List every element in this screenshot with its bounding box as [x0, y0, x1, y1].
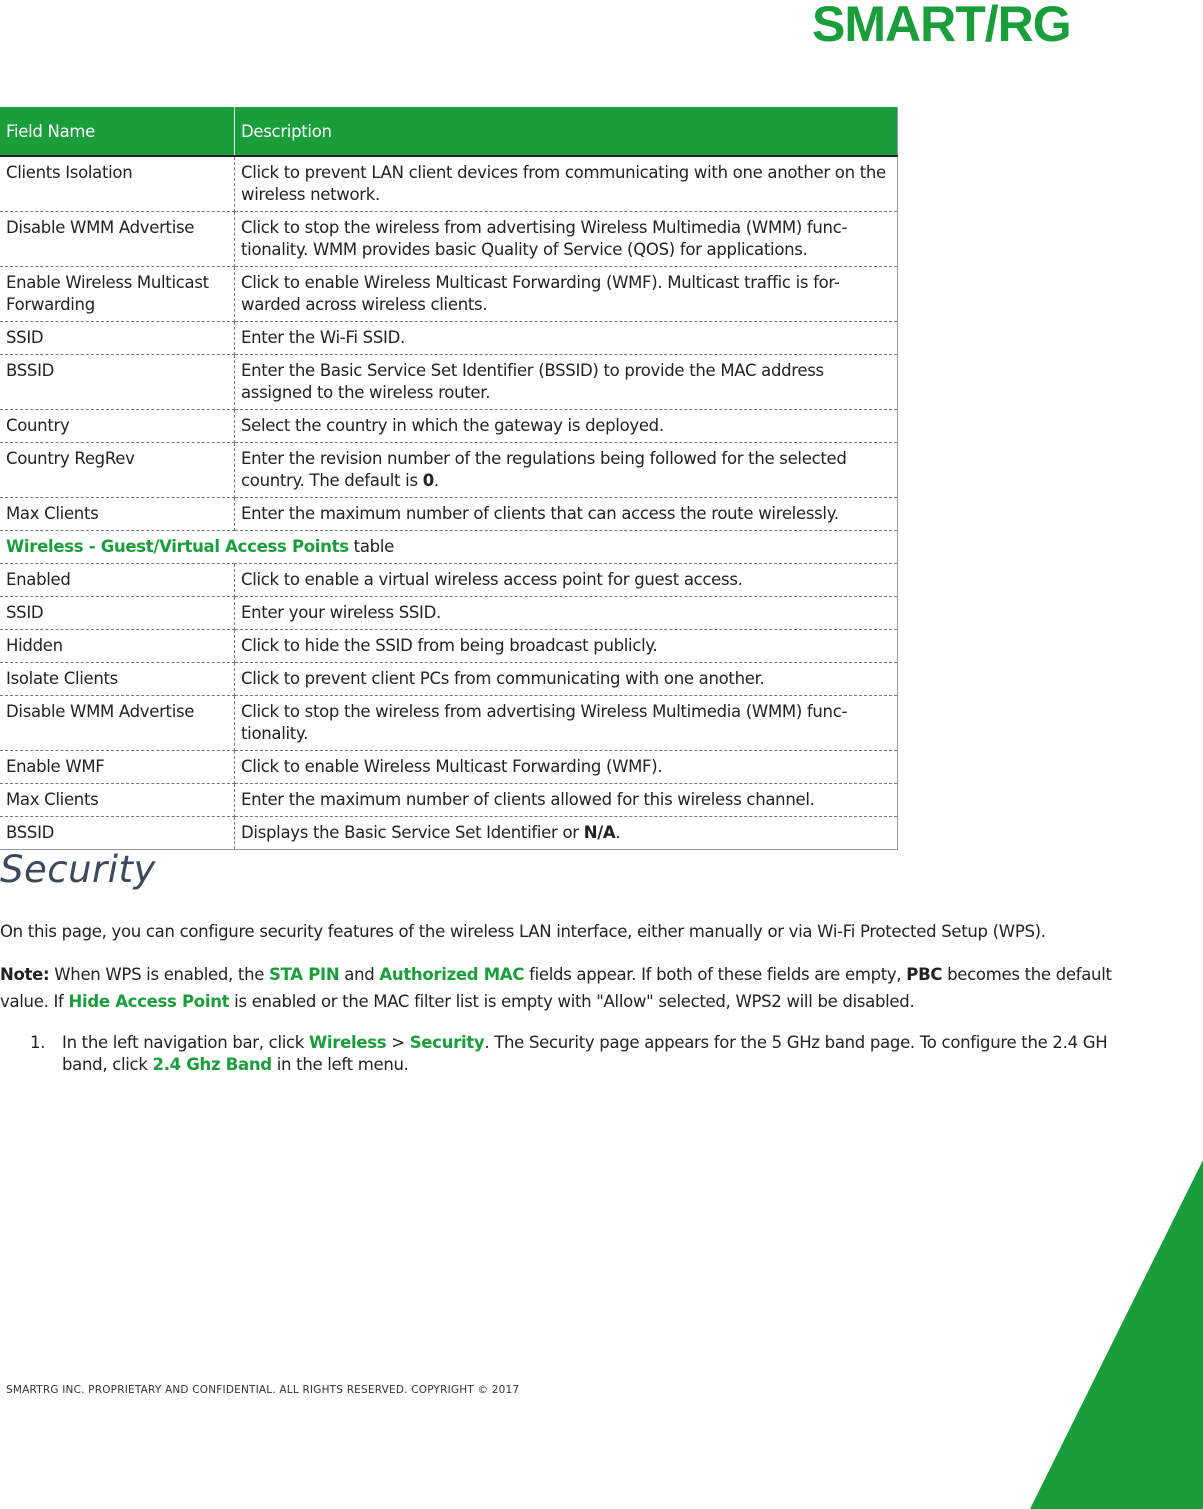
field-description: Click to enable Wireless Multicast Forwarding (WMF).: [235, 751, 898, 784]
field-name: Country RegRev: [0, 443, 235, 498]
authorized-mac-link[interactable]: Authorized MAC: [379, 965, 525, 984]
field-description: Enter the Wi-Fi SSID.: [235, 322, 898, 355]
field-description: [235, 443, 898, 498]
wireless-link[interactable]: Wireless: [309, 1033, 387, 1052]
hide-access-point-link[interactable]: Hide Access Point: [68, 992, 230, 1011]
table-row: [0, 355, 898, 410]
desc-text: .: [433, 471, 439, 490]
default-value: 0: [422, 471, 434, 490]
note-text: is enabled or the MAC filter list is empty with "Allow" selected, WPS2 will be disabled.: [229, 992, 915, 1011]
field-description: Click to stop the wireless from advertising Wireless Multimedia (WMM) func-tionality.: [235, 696, 898, 751]
header-field-name: Field Name: [0, 107, 235, 156]
table-row: [0, 817, 898, 850]
table-row: [0, 663, 898, 696]
section-title-security: Security: [0, 848, 156, 891]
field-name: SSID: [0, 597, 235, 630]
note-text: becomes the default value. If: [0, 965, 1112, 1011]
security-intro: On this page, you can configure security features of the wireless LAN interface, either manually or via Wi-Fi Protected Setup (WPS).: [0, 922, 1046, 941]
field-name: Enabled: [0, 564, 235, 597]
field-name: BSSID: [0, 817, 235, 850]
band-24ghz-link[interactable]: 2.4 Ghz Band: [152, 1055, 272, 1074]
desc-text: Displays the Basic Service Set Identifier or: [241, 823, 584, 842]
field-name: Clients Isolation: [0, 156, 235, 212]
table-row: [0, 267, 898, 322]
field-description: Enter the Basic Service Set Identifier (BSSID) to provide the MAC address assigned to the wireless router.: [235, 355, 898, 410]
corner-triangle-decoration: [1030, 1160, 1203, 1509]
field-name: Max Clients: [0, 784, 235, 817]
table-row: [0, 784, 898, 817]
table-row: [0, 597, 898, 630]
field-name: Max Clients: [0, 498, 235, 531]
field-description: Enter your wireless SSID.: [235, 597, 898, 630]
step-text: In the left navigation bar, click: [62, 1033, 309, 1052]
section-suffix: table: [348, 537, 394, 556]
security-link[interactable]: Security: [409, 1033, 485, 1052]
field-name: Disable WMM Advertise: [0, 696, 235, 751]
table-row: [0, 156, 898, 212]
field-name: Disable WMM Advertise: [0, 212, 235, 267]
field-description: Enter the maximum number of clients that can access the route wirelessly.: [235, 498, 898, 531]
field-description: Click to stop the wireless from advertising Wireless Multimedia (WMM) func-tionality. WMM provides basic Quality of Service (QOS) for applications.: [235, 212, 898, 267]
field-description: Click to prevent client PCs from communicating with one another.: [235, 663, 898, 696]
step-body: [62, 1032, 1130, 1076]
desc-text: .: [615, 823, 621, 842]
section-cell: [0, 531, 898, 564]
pbc-term: PBC: [906, 965, 943, 984]
table-row: [0, 443, 898, 498]
field-name: Isolate Clients: [0, 663, 235, 696]
field-name: Country: [0, 410, 235, 443]
step-number: 1.: [30, 1033, 46, 1052]
field-description: Select the country in which the gateway is deployed.: [235, 410, 898, 443]
table-section-row: [0, 531, 898, 564]
guest-ap-link[interactable]: Wireless - Guest/Virtual Access Points: [6, 537, 349, 556]
header-description: Description: [235, 107, 898, 156]
table-row: [0, 751, 898, 784]
field-name: SSID: [0, 322, 235, 355]
sta-pin-link[interactable]: STA PIN: [269, 965, 340, 984]
step-text: . The Security page appears for the 5 GHz band page. To configure the 2.4 GH band, click: [62, 1033, 1108, 1074]
table-row: [0, 322, 898, 355]
note-text: When WPS is enabled, the: [49, 965, 270, 984]
field-name: Enable Wireless Multicast Forwarding: [0, 267, 235, 322]
field-name: Enable WMF: [0, 751, 235, 784]
step-1: [30, 1032, 1130, 1076]
footer-copyright: SMARTRG INC. PROPRIETARY AND CONFIDENTIAL. ALL RIGHTS RESERVED. COPYRIGHT © 2017: [6, 1384, 520, 1396]
table-row: [0, 410, 898, 443]
note-text: and: [339, 965, 380, 984]
table-row: [0, 630, 898, 663]
brand-logo: SMART/RG: [812, 0, 1071, 52]
field-name: Hidden: [0, 630, 235, 663]
field-description: Enter the maximum number of clients allowed for this wireless channel.: [235, 784, 898, 817]
na-value: N/A: [583, 823, 616, 842]
desc-text: Enter the revision number of the regulations being followed for the selected country. The default is: [241, 449, 847, 490]
step-text: in the left menu.: [271, 1055, 409, 1074]
note-label: Note:: [0, 965, 50, 984]
field-description: Click to hide the SSID from being broadcast publicly.: [235, 630, 898, 663]
note-text: fields appear. If both of these fields are empty,: [524, 965, 907, 984]
security-note: [0, 961, 1130, 1015]
field-description-table: [0, 107, 898, 850]
field-description: Click to prevent LAN client devices from communicating with one another on the wireless network.: [235, 156, 898, 212]
table-row: [0, 696, 898, 751]
table-header-row: [0, 107, 898, 156]
table-row: [0, 564, 898, 597]
table-row: [0, 212, 898, 267]
field-description: [235, 817, 898, 850]
table-row: [0, 498, 898, 531]
field-name: BSSID: [0, 355, 235, 410]
field-description: Click to enable a virtual wireless access point for guest access.: [235, 564, 898, 597]
step-text: >: [386, 1033, 410, 1052]
green-triangle-shape: [1030, 1160, 1203, 1509]
field-description: Click to enable Wireless Multicast Forwarding (WMF). Multicast traffic is for-warded across wireless clients.: [235, 267, 898, 322]
